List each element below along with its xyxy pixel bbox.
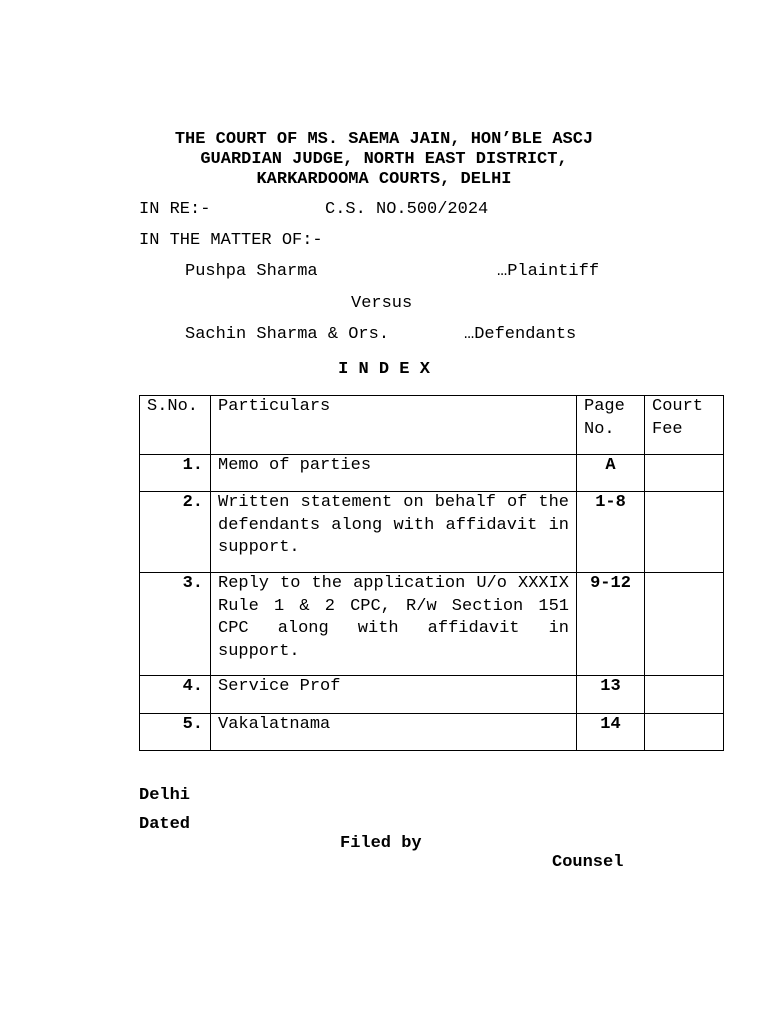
row-particulars: Reply to the application U/o XXXIX Rule 1 & 2 CPC, R/w Section 151 CPC along with affidavit in support. [211,573,577,676]
index-title: I N D E X [338,360,430,379]
counsel: Counsel [552,853,624,872]
matter-label: IN THE MATTER OF:- [139,231,323,250]
table-row [140,676,724,714]
row-page: A [577,455,645,492]
court-heading-line-3: KARKARDOOMA COURTS, DELHI [256,170,512,189]
row-page: 14 [577,714,645,751]
row-sno: 3. [140,573,211,676]
table-row [140,492,724,573]
plaintiff-role: …Plaintiff [497,262,600,281]
defendant-role: …Defendants [464,325,577,344]
footer-place: Delhi [139,786,191,805]
versus-text: Versus [351,294,413,313]
row-particulars: Service Prof [211,676,577,714]
row-particulars: Memo of parties [211,455,577,492]
row-page: 1-8 [577,492,645,573]
row-sno: 1. [140,455,211,492]
plaintiff-name: Pushpa Sharma [185,262,318,281]
case-number: C.S. NO.500/2024 [325,200,489,219]
row-fee [645,714,724,751]
defendant-name: Sachin Sharma & Ors. [185,325,390,344]
row-particulars: Written statement on behalf of the defendants along with affidavit in support. [211,492,577,573]
row-fee [645,676,724,714]
in-re-label: IN RE:- [139,200,211,219]
index-header-row [140,396,724,455]
row-sno: 4. [140,676,211,714]
header-particulars: Particulars [211,396,577,455]
table-row [140,573,724,676]
header-court-fee: Court Fee [645,396,724,455]
footer-dated: Dated [139,815,191,834]
header-sno: S.No. [140,396,211,455]
header-page-no: Page No. [577,396,645,455]
filed-by: Filed by [340,834,422,853]
row-fee [645,492,724,573]
row-sno: 2. [140,492,211,573]
row-sno: 5. [140,714,211,751]
index-table [139,395,724,751]
table-row [140,455,724,492]
table-row [140,714,724,751]
row-particulars: Vakalatnama [211,714,577,751]
row-fee [645,455,724,492]
row-page: 13 [577,676,645,714]
court-heading-line-2: GUARDIAN JUDGE, NORTH EAST DISTRICT, [200,150,568,169]
row-page: 9-12 [577,573,645,676]
court-heading-line-1: THE COURT OF MS. SAEMA JAIN, HON’BLE ASCJ [174,130,594,149]
row-fee [645,573,724,676]
